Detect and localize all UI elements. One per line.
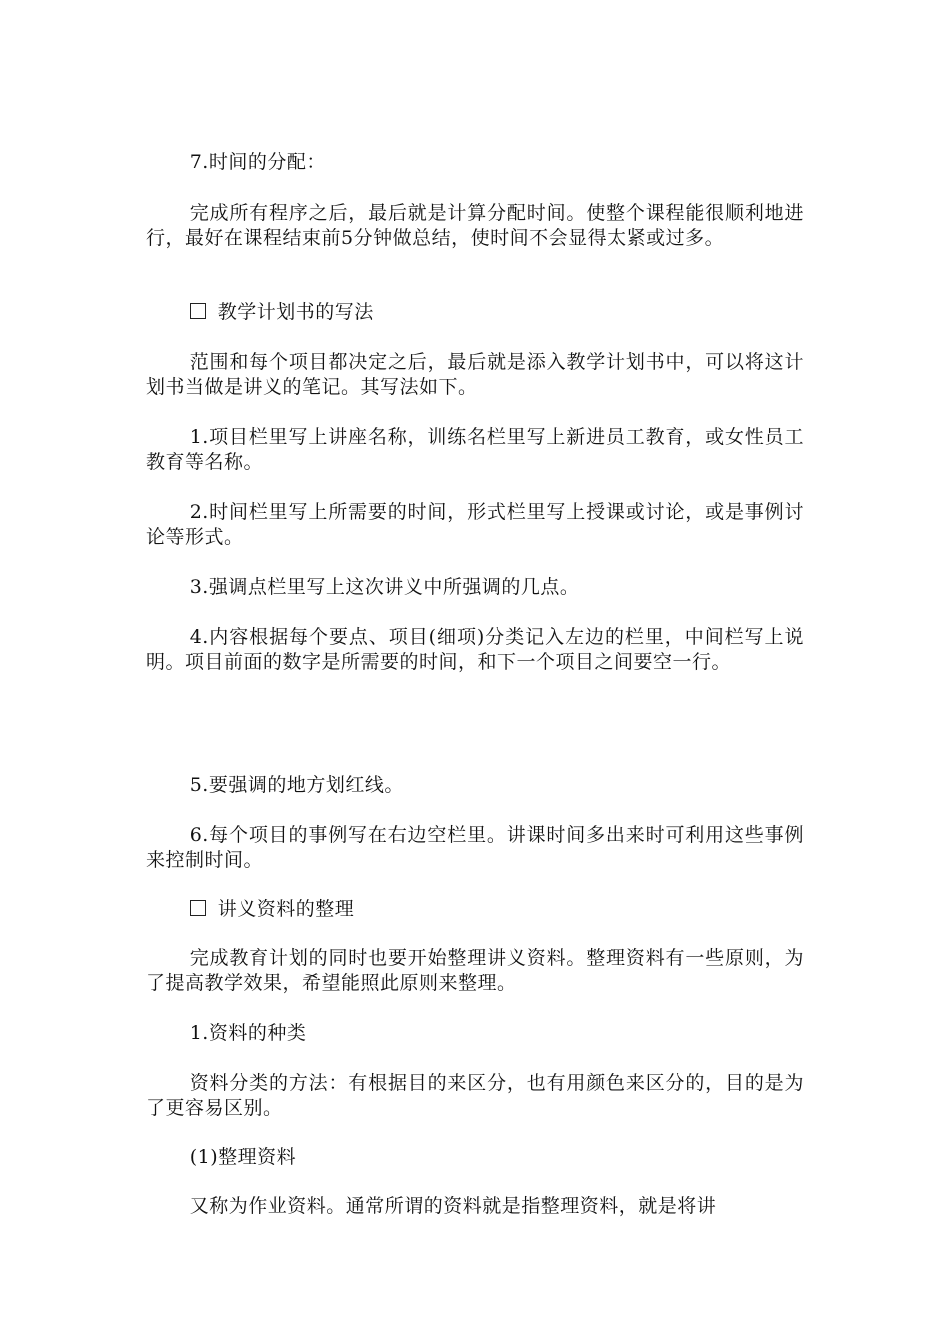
paragraph-text: 1.资料的种类 [189,1022,307,1044]
list-item [146,1145,804,1170]
list-item [146,625,804,674]
paragraph-text: 4.内容根据每个要点、项目(细项)分类记入左边的栏里，中间栏写上说明。项目前面的数字是所需要的时间，和下一个项目之间要空一行。 [146,626,804,673]
list-item [146,773,804,798]
paragraph-text: 范围和每个项目都决定之后，最后就是添入教学计划书中，可以将这计划书当做是讲义的笔记。其写法如下。 [146,351,804,398]
paragraph-text: 完成教育计划的同时也要开始整理讲义资料。整理资料有一些原则，为了提高教学效果，希望能照此原则来整理。 [146,947,804,994]
paragraph-text: 完成所有程序之后，最后就是计算分配时间。使整个课程能很顺利地进行，最好在课程结束前5分钟做总结，使时间不会显得太紧或过多。 [146,202,804,249]
list-item [146,1021,804,1046]
list-item [146,823,804,872]
section-heading-teaching-plan [146,300,804,325]
section-heading-lecture-materials [146,897,804,922]
paragraph [146,1071,804,1120]
paragraph-text: 1.项目栏里写上讲座名称，训练名栏里写上新进员工教育，或女性员工教育等名称。 [146,426,804,473]
paragraph-text: 5.要强调的地方划红线。 [189,774,404,796]
heading-text: 讲义资料的整理 [217,898,355,920]
paragraph-text: (1)整理资料 [189,1146,297,1168]
paragraph [146,1194,804,1219]
paragraph-text: 又称为作业资料。通常所谓的资料就是指整理资料，就是将讲 [189,1195,717,1217]
paragraph-text: 资料分类的方法：有根据目的来区分，也有用颜色来区分的，目的是为了更容易区别。 [146,1072,804,1119]
paragraph-text: 2.时间栏里写上所需要的时间，形式栏里写上授课或讨论，或是事例讨论等形式。 [146,501,804,548]
list-item [146,425,804,474]
checkbox-square-icon [190,900,206,916]
heading-text: 教学计划书的写法 [217,301,374,323]
paragraph [146,350,804,399]
list-item [146,575,804,600]
paragraph-text: 3.强调点栏里写上这次讲义中所强调的几点。 [189,576,580,598]
paragraph [146,946,804,995]
paragraph-text: 7.时间的分配： [189,151,326,173]
section-heading-time-allocation [146,150,804,175]
list-item [146,500,804,549]
paragraph [146,201,804,250]
checkbox-square-icon [190,303,206,319]
paragraph-text: 6.每个项目的事例写在右边空栏里。讲课时间多出来时可利用这些事例来控制时间。 [146,824,804,871]
